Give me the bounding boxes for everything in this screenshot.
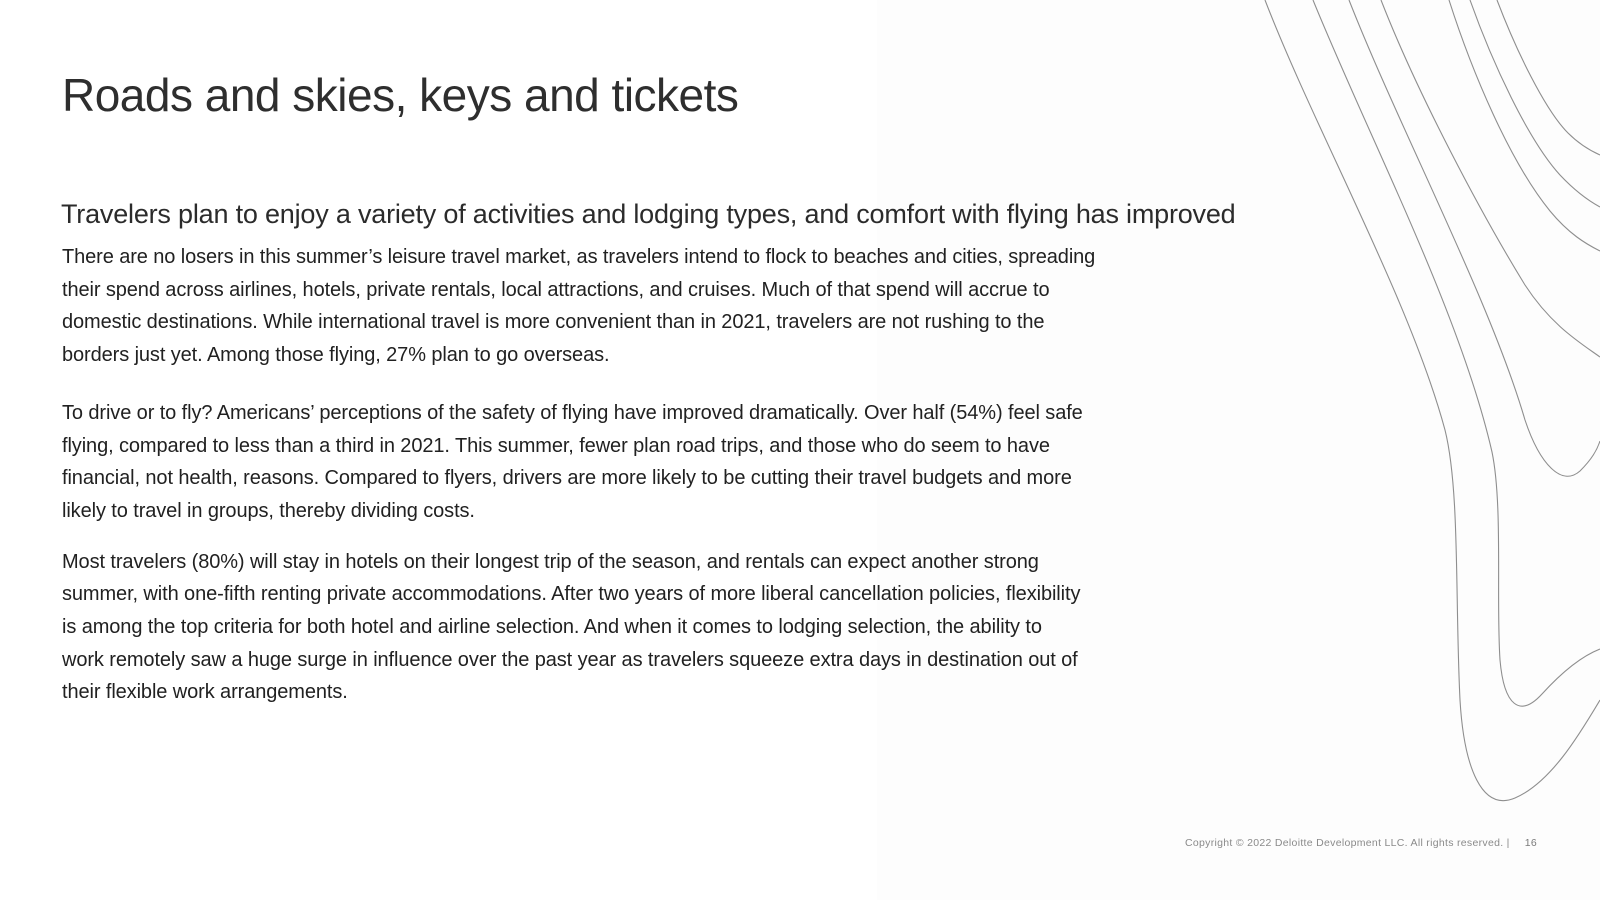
- copyright-text: Copyright © 2022 Deloitte Development LLC. All rights reserved. |: [1185, 837, 1510, 849]
- contour-line: [1449, 0, 1600, 251]
- paragraph-line: domestic destinations. While international travel is more convenient than in 2021, travelers are not rushing to the: [62, 311, 1045, 334]
- paragraph-3: [62, 546, 1322, 710]
- paragraph-line: is among the top criteria for both hotel and airline selection. And when it comes to lodging selection, the ability to: [62, 616, 1042, 639]
- paragraph-2: [62, 397, 1322, 528]
- paragraph-line: There are no losers in this summer’s leisure travel market, as travelers intend to flock to beaches and cities, spreading: [62, 246, 1096, 268]
- body-text: [62, 241, 1322, 709]
- slide-subtitle: Travelers plan to enjoy a variety of activities and lodging types, and comfort with flying has improved: [61, 199, 1236, 229]
- paragraph-line: likely to travel in groups, thereby dividing costs.: [62, 499, 475, 522]
- paragraph-1: [62, 241, 1322, 372]
- slide-title: Roads and skies, keys and tickets: [62, 69, 739, 121]
- paragraph-line: To drive or to fly? Americans’ perceptions of the safety of flying have improved dramatically. Over half (54%) feel safe: [62, 401, 1083, 424]
- slide-footer: [1185, 837, 1537, 849]
- paragraph-line: borders just yet. Among those flying, 27% plan to go overseas.: [62, 344, 610, 367]
- paragraph-line: their spend across airlines, hotels, private rentals, local attractions, and cruises. Much of that spend will accrue to: [62, 278, 1050, 301]
- paragraph-line: work remotely saw a huge surge in influence over the past year as travelers squeeze extra days in destination out of: [62, 648, 1078, 671]
- paragraph-line: flying, compared to less than a third in 2021. This summer, fewer plan road trips, and those who do seem to have: [62, 434, 1050, 457]
- paragraph-line: their flexible work arrangements.: [62, 681, 348, 704]
- page-number: 16: [1524, 837, 1537, 849]
- paragraph-line: Most travelers (80%) will stay in hotels on their longest trip of the season, and rentals can expect another strong: [62, 550, 1039, 573]
- contour-line: [1470, 0, 1600, 207]
- paragraph-line: financial, not health, reasons. Compared to flyers, drivers are more likely to be cutting their travel budgets and more: [62, 467, 1072, 490]
- contour-line: [1497, 0, 1600, 155]
- contour-line: [1313, 0, 1600, 706]
- paragraph-line: summer, with one-fifth renting private accommodations. After two years of more liberal cancellation policies, flexibility: [62, 583, 1081, 606]
